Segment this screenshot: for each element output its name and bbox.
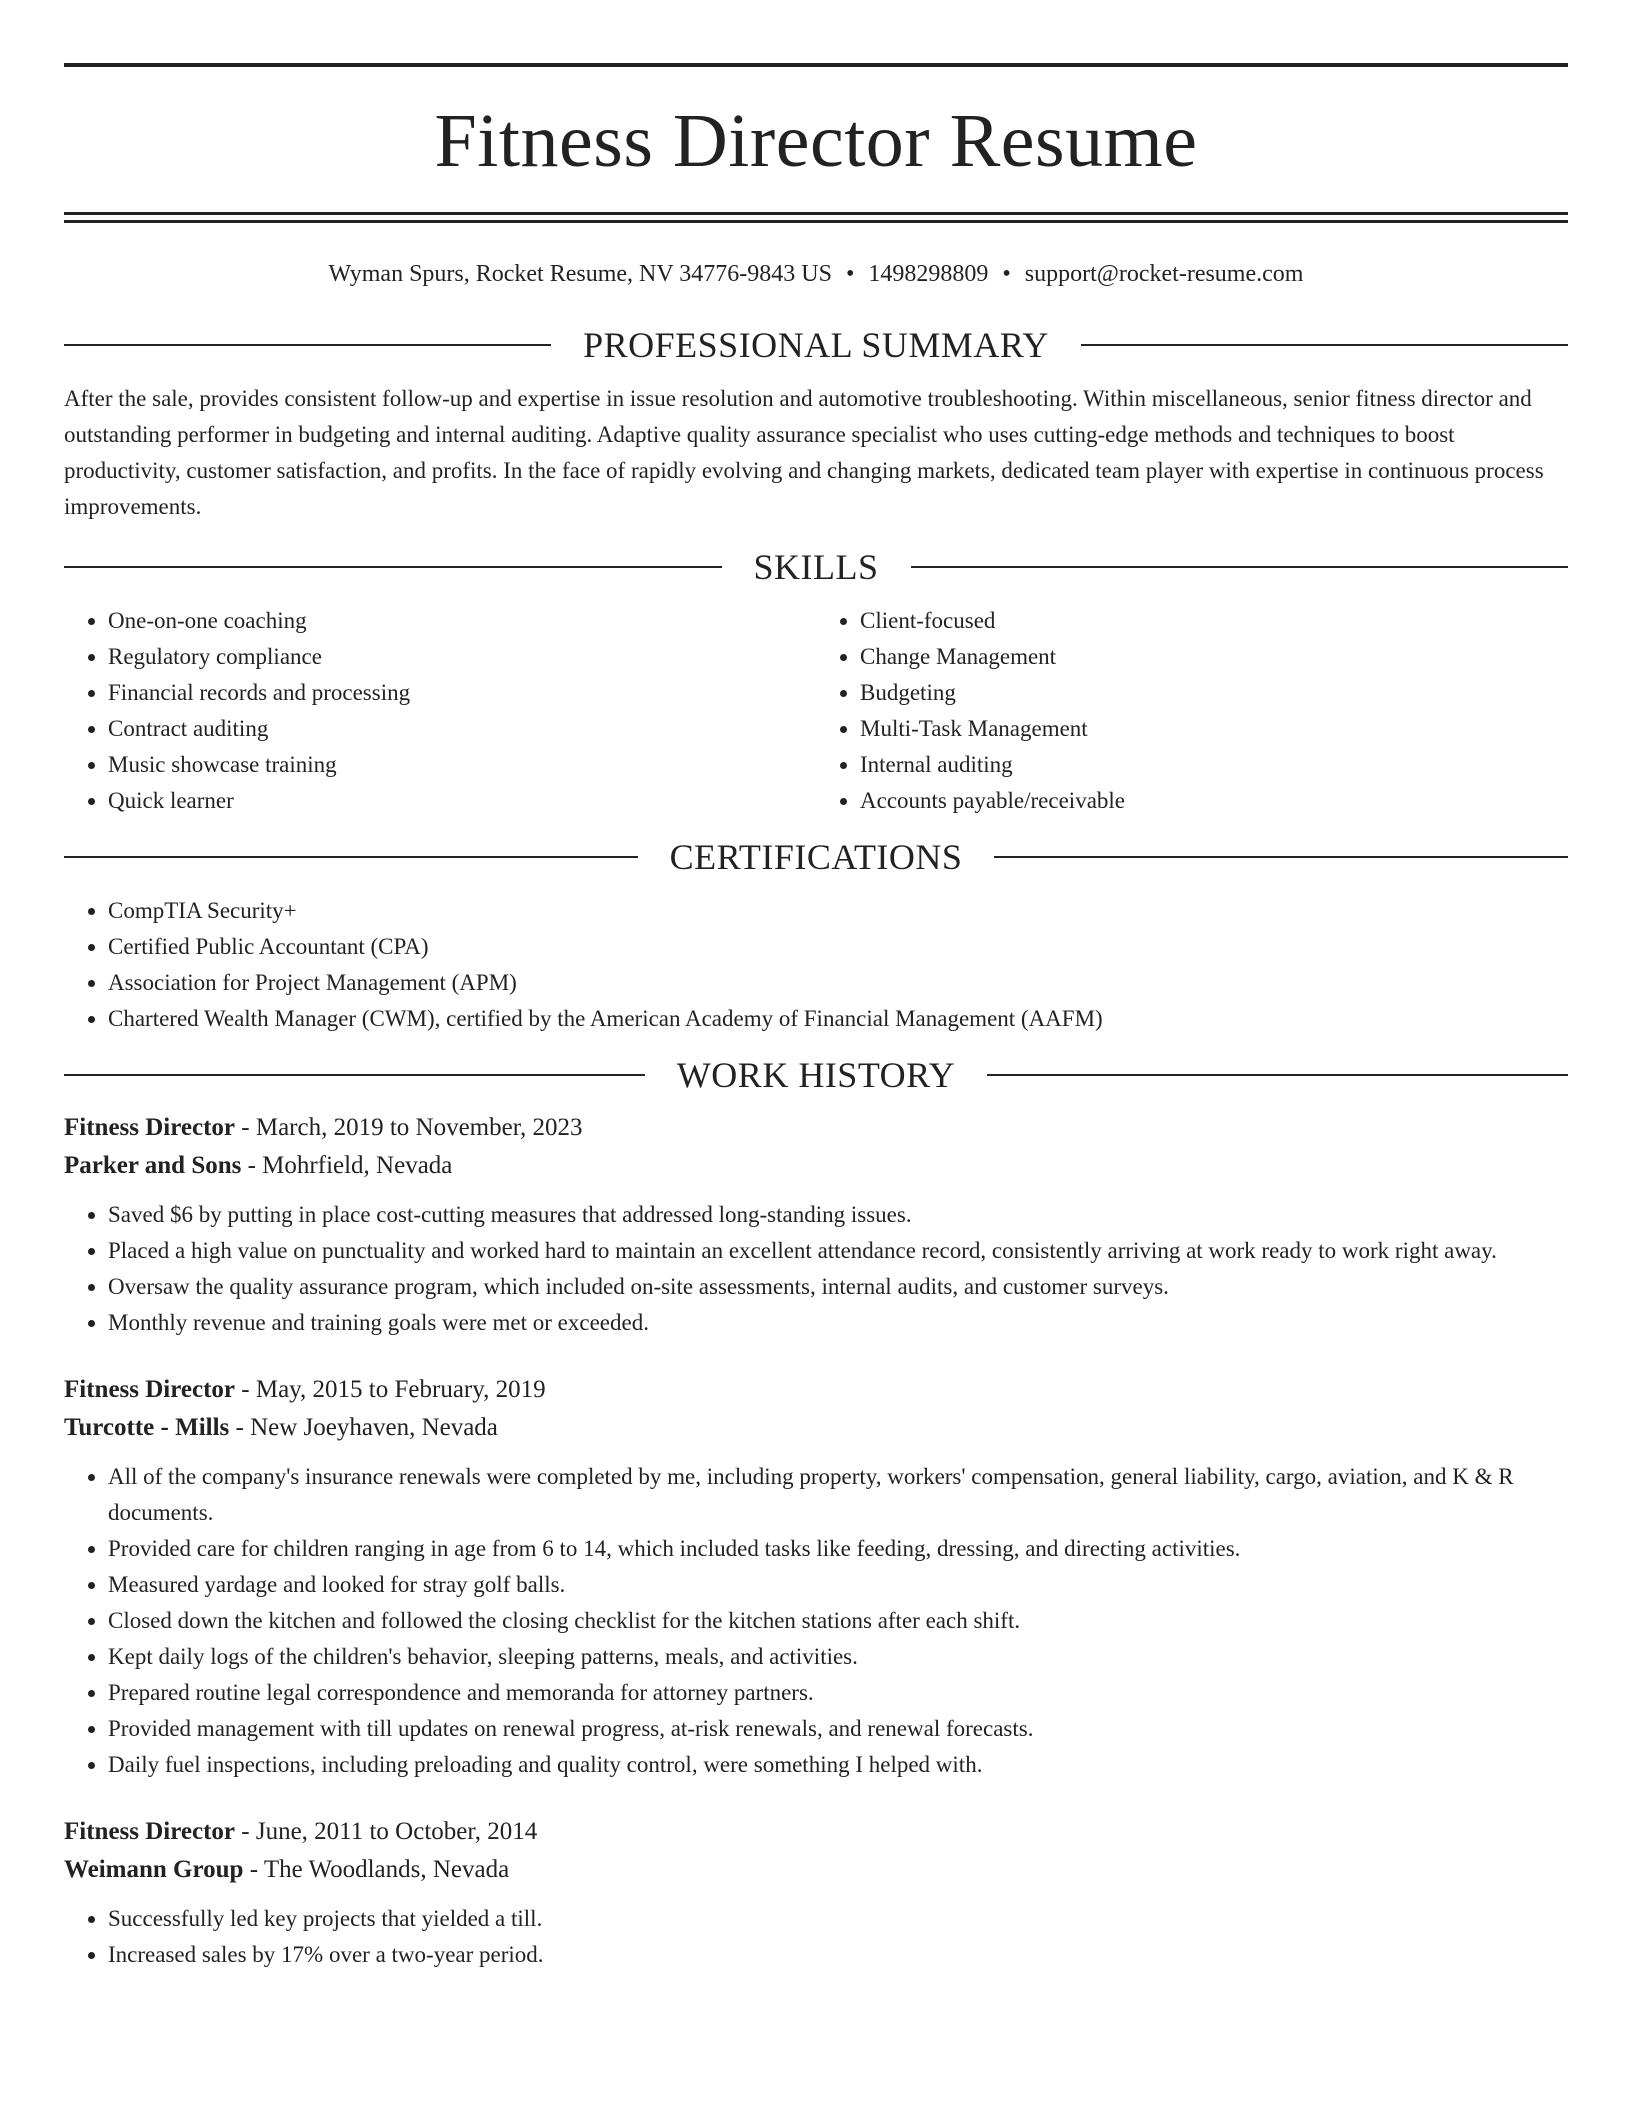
job-title: Fitness Director <box>64 1376 236 1403</box>
job-title-line <box>64 1813 1568 1851</box>
job-title: Fitness Director <box>64 1818 236 1845</box>
contact-phone: 1498298809 <box>868 261 989 287</box>
skill-item: • Quick learner <box>108 783 816 819</box>
contact-email: support@rocket-resume.com <box>1024 261 1304 287</box>
job-bullet: • Kept daily logs of the children's behavior, sleeping patterns, meals, and activities. <box>108 1639 1568 1675</box>
job-bullet: • Provided management with till updates on renewal progress, at-risk renewals, and renewal forecasts. <box>108 1711 1568 1747</box>
job-location: - Mohrfield, Nevada <box>241 1152 453 1179</box>
skill-item: • Internal auditing <box>860 747 1568 783</box>
job-bullet: • Closed down the kitchen and followed the closing checklist for the kitchen stations after each shift. <box>108 1603 1568 1639</box>
skill-item: • One-on-one coaching <box>108 603 816 639</box>
job-company: Weimann Group <box>64 1856 244 1883</box>
job-company: Parker and Sons <box>64 1152 242 1179</box>
skills-column-left <box>64 603 816 819</box>
contact-separator: • <box>845 261 855 287</box>
job-entry <box>64 1371 1568 1783</box>
work-section-header <box>64 1055 1568 1095</box>
contact-address: Wyman Spurs, Rocket Resume, NV 34776-9843 US <box>328 261 832 287</box>
header-rule <box>911 566 1569 568</box>
resume-page <box>64 0 1568 1973</box>
certification-item: • Certified Public Accountant (CPA) <box>108 929 1568 965</box>
skill-item: • Multi-Task Management <box>860 711 1568 747</box>
header-rule <box>64 344 551 346</box>
skill-item: • Accounts payable/receivable <box>860 783 1568 819</box>
job-bullet: • Provided care for children ranging in age from 6 to 14, which included tasks like feeding, dressing, and directing activities. <box>108 1531 1568 1567</box>
job-dates: - June, 2011 to October, 2014 <box>235 1818 538 1845</box>
certifications-list <box>64 893 1568 1037</box>
contact-line <box>64 259 1568 289</box>
job-bullet: • Oversaw the quality assurance program, which included on-site assessments, internal audits, and customer surveys. <box>108 1269 1568 1305</box>
job-company: Turcotte - Mills <box>64 1414 230 1441</box>
header-rule <box>994 856 1568 858</box>
job-bullet: • Prepared routine legal correspondence and memoranda for attorney partners. <box>108 1675 1568 1711</box>
skill-item: • Regulatory compliance <box>108 639 816 675</box>
job-bullet: • Daily fuel inspections, including preloading and quality control, were something I helped with. <box>108 1747 1568 1783</box>
skill-item: • Music showcase training <box>108 747 816 783</box>
job-bullet: • Successfully led key projects that yielded a till. <box>108 1901 1568 1937</box>
summary-section-header <box>64 325 1568 365</box>
job-location: - New Joeyhaven, Nevada <box>229 1414 498 1441</box>
job-entry <box>64 1109 1568 1341</box>
job-bullet: • Measured yardage and looked for stray golf balls. <box>108 1567 1568 1603</box>
job-title-line <box>64 1371 1568 1409</box>
title-double-rule <box>64 212 1568 223</box>
job-location: - The Woodlands, Nevada <box>243 1856 510 1883</box>
summary-section-title: PROFESSIONAL SUMMARY <box>583 325 1049 365</box>
job-bullets <box>64 1459 1568 1783</box>
skill-item: • Client-focused <box>860 603 1568 639</box>
top-rule <box>64 63 1568 67</box>
job-bullet: • Monthly revenue and training goals were met or exceeded. <box>108 1305 1568 1341</box>
header-rule <box>64 566 722 568</box>
job-dates: - March, 2019 to November, 2023 <box>235 1114 583 1141</box>
certifications-section-title: CERTIFICATIONS <box>669 837 963 877</box>
certification-item: • CompTIA Security+ <box>108 893 1568 929</box>
job-bullet: • Placed a high value on punctuality and worked hard to maintain an excellent attendance record, consistently arriving at work ready to work right away. <box>108 1233 1568 1269</box>
skill-item: • Budgeting <box>860 675 1568 711</box>
skills-section-title: SKILLS <box>753 547 879 587</box>
job-company-line <box>64 1851 1568 1889</box>
skills-column-right <box>816 603 1568 819</box>
skill-item: • Financial records and processing <box>108 675 816 711</box>
job-title-line <box>64 1109 1568 1147</box>
resume-title: Fitness Director Resume <box>434 99 1198 183</box>
job-company-line <box>64 1147 1568 1185</box>
skills-section-header <box>64 547 1568 587</box>
summary-text: After the sale, provides consistent follow-up and expertise in issue resolution and automotive troubleshooting. Within miscellaneous, senior fitness director and outstanding performer in budgeting and internal auditing. Adaptive quality assurance specialist who uses cutting-edge methods and techniques to boost productivity, customer satisfaction, and profits. In the face of rapidly evolving and changing markets, dedicated team player with expertise in continuous process improvements. <box>64 386 1544 519</box>
header-rule <box>987 1074 1568 1076</box>
skill-item: • Contract auditing <box>108 711 816 747</box>
job-bullet: • All of the company's insurance renewals were completed by me, including property, workers' compensation, general liability, cargo, aviation, and K & R documents. <box>108 1459 1568 1531</box>
skills-list <box>64 603 1568 819</box>
job-entry <box>64 1813 1568 1973</box>
job-title: Fitness Director <box>64 1114 236 1141</box>
job-company-line <box>64 1409 1568 1447</box>
job-bullet: • Saved $6 by putting in place cost-cutting measures that addressed long-standing issues. <box>108 1197 1568 1233</box>
certification-item: • Association for Project Management (APM) <box>108 965 1568 1001</box>
job-bullet: • Increased sales by 17% over a two-year period. <box>108 1937 1568 1973</box>
header-rule <box>64 856 638 858</box>
skill-item: • Change Management <box>860 639 1568 675</box>
job-bullets <box>64 1901 1568 1973</box>
contact-separator: • <box>1002 261 1011 287</box>
job-dates: - May, 2015 to February, 2019 <box>235 1376 546 1403</box>
work-section-title: WORK HISTORY <box>676 1055 956 1095</box>
certifications-section-header <box>64 837 1568 877</box>
header-rule <box>64 1074 645 1076</box>
certification-item: • Chartered Wealth Manager (CWM), certified by the American Academy of Financial Management (AAFM) <box>108 1001 1568 1037</box>
job-bullets <box>64 1197 1568 1341</box>
header-rule <box>1081 344 1568 346</box>
